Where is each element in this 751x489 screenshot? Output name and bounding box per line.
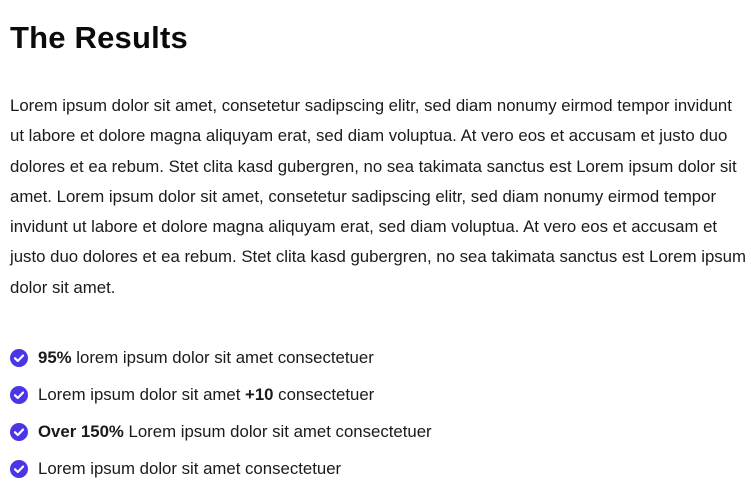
list-item-text-before: Lorem ipsum dolor sit amet [38,384,246,404]
results-paragraph: Lorem ipsum dolor sit amet, consetetur sadipscing elitr, sed diam nonumy eirmod tempor invidunt ut labore et dolore magna aliquyam erat, sed diam voluptua. At vero eos et accusam et justo duo dolores et ea rebum. Stet clita kasd gubergren, no sea takimata sanctus est Lorem ipsum dolor sit amet. Lorem ipsum dolor sit amet, consetetur sadipscing elitr, sed diam nonumy eirmod tempor invidunt ut labore et dolore magna aliquyam erat, sed diam voluptua. At vero eos et accusam et justo duo dolores et ea rebum. Stet clita kasd gubergren, no sea takimata sanctus est Lorem ipsum dolor sit amet. [10,96,746,297]
section-title: The Results [10,20,188,55]
list-item-text-after: Lorem ipsum dolor sit amet consectetuer [123,421,432,441]
list-item [10,339,741,376]
check-circle-icon [10,349,28,367]
list-item-text-bold: +10 [245,384,274,404]
results-list [10,339,741,487]
list-item-text-bold: 95% [38,347,72,367]
check-circle-icon [10,460,28,478]
list-item-text-bold: Over 150% [38,421,124,441]
check-circle-icon [10,423,28,441]
list-item [10,376,741,413]
list-item-text-after: lorem ipsum dolor sit amet consectetuer [71,347,374,367]
list-item-text-before: Lorem ipsum dolor sit amet consectetuer [38,458,342,478]
list-item [10,450,741,487]
list-item-text-after: consectetuer [273,384,375,404]
check-circle-icon [10,386,28,404]
list-item [10,413,741,450]
